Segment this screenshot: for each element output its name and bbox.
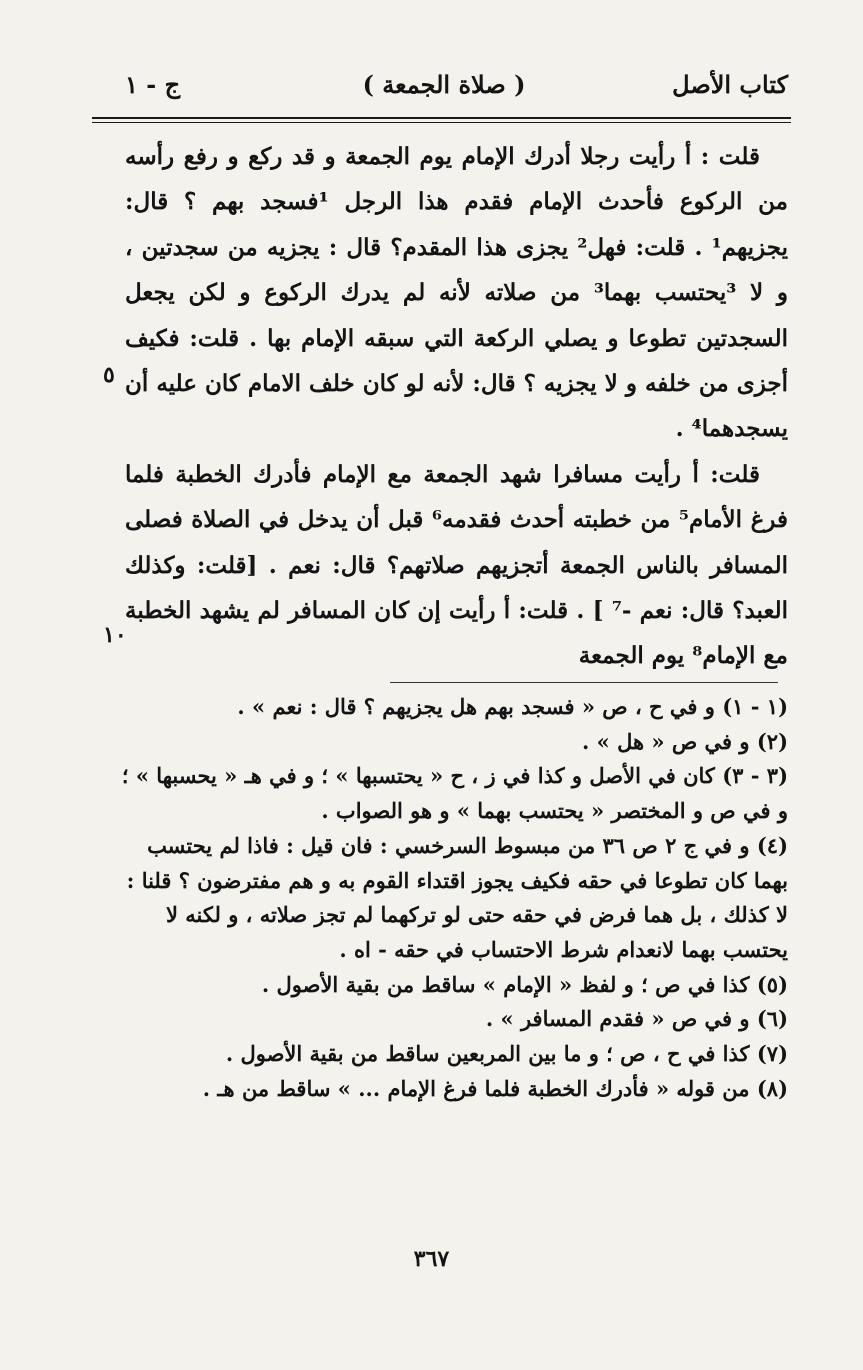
chapter-title: ( صلاة الجمعة ) bbox=[362, 70, 526, 99]
footnote-1: (١ - ١) و في ح ، ص « فسجد بهم هل يجزيهم ؟ قال : نعم » . bbox=[237, 694, 788, 719]
footnotes bbox=[110, 690, 788, 1106]
footnote-7: (٧) كذا في ح ، ص ؛ و ما بين المربعين ساقط من بقية الأصول . bbox=[225, 1041, 788, 1067]
page-number: ٣٦٧ bbox=[413, 1246, 450, 1272]
line-number-10: ١٠ bbox=[103, 622, 127, 648]
footnote-separator bbox=[390, 682, 778, 683]
book-title: كتاب الأصل bbox=[672, 70, 788, 99]
main-text bbox=[125, 134, 788, 679]
footnote-8: (٨) من قوله « فأدرك الخطبة فلما فرغ الإمام ... » ساقط من هـ . bbox=[202, 1075, 788, 1101]
header-rule-thick bbox=[92, 117, 791, 119]
footnote-2: (٢) و في ص « هل » . bbox=[582, 728, 788, 754]
footnote-4: (٤) و في ج ٢ ص ٣٦ من مبسوط السرخسي : فان قيل : فاذا لم يحتسب بهما كان تطوعا في حقه فكيف يجوز اقتداء القوم به و هم مفترضون ؟ قلنا : لا كذلك ، بل هما فرض في حقه حتى لو تركهما لم تجز صلاته ، و لكنه لا يحتسب بهما لانعدام شرط الاحتساب في حقه - اه . bbox=[126, 832, 788, 962]
line-number-5: ٥ bbox=[103, 362, 115, 388]
running-header bbox=[100, 66, 788, 106]
footnote-6: (٦) و في ص « فقدم المسافر » . bbox=[485, 1006, 788, 1032]
header-rule-thin bbox=[92, 122, 791, 123]
paragraph-1: قلت : أ رأيت رجلا أدرك الإمام يوم الجمعة و قد ركع و رفع رأسه من الركوع فأحدث الإمام فقدم هذا الرجل ¹فسجد بهم ؟ قال: يجزيهم¹ . قلت: فهل² يجزى هذا المقدم؟ قال : يجزيه من سجدتين ، و لا ³يحتسب بهما³ من صلاته لأنه لم يدرك الركوع و لكن يجعل السجدتين تطوعا و يصلي الركعة التي سبقه الإمام بها . قلت: فكيف أجزى من خلفه و لا يجزيه ؟ قال: لأنه لو كان خلف الامام كان عليه أن يسجدهما⁴ . bbox=[125, 143, 788, 443]
footnote-5: (٥) كذا في ص ؛ و لفظ « الإمام » ساقط من بقية الأصول . bbox=[261, 971, 788, 997]
volume-number: ج - ١ bbox=[125, 70, 181, 99]
paragraph-2: قلت: أ رأيت مسافرا شهد الجمعة مع الإمام فأدرك الخطبة فلما فرغ الأمام⁵ من خطبته أحدث فقدمه⁶ قبل أن يدخل في الصلاة فصلى المسافر بالناس الجمعة أتجزيهم صلاتهم؟ قال: نعم . [قلت: وكذلك العبد؟ قال: نعم -⁷ ] . قلت: أ رأيت إن كان المسافر لم يشهد الخطبة مع الإمام⁸ يوم الجمعة bbox=[125, 460, 788, 670]
footnote-3: (٣ - ٣) كان في الأصل و كذا في ز ، ح « يحتسبها » ؛ و في هـ « يحسبها » ؛ و في ص و المختصر « يحتسب بهما » و هو الصواب . bbox=[121, 763, 788, 824]
